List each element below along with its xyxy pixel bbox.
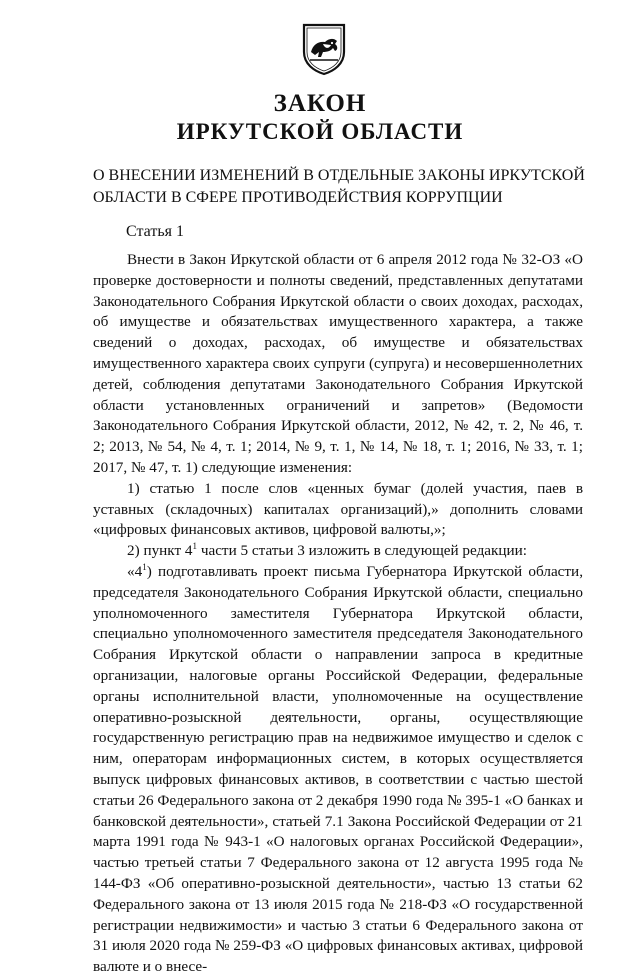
amendment-item-2: 2) пункт $4^1$ части 5 статьи 3 изложить в следующей редакции: <box>127 541 528 560</box>
coat-of-arms-icon <box>301 22 347 76</box>
amended-text-quote: «$4^1$) подготавливать проект письма Губернатора Иркутской области, председателя Законодательного Собрания Иркутской области, специально уполномоченного заместителя Губернатора Иркутской области, специально уполномоченного заместителя председателя Законодательного Собрания Иркутской области о направлении запроса в кредитные организации, налоговые органы Российской Федерации, федеральные органы исполнительной власти, уполномоченные на осуществление оперативно-розыскной деятельности, органы, осуществляющие государственную регистрацию прав на недвижимое имущество и сделок с ним, операторам информационных систем, в которых осуществляется выпуск цифровых финансовых активов, в соответствии с частью шестой статьи 26 Федерального закона от 2 декабря 1990 года № 395-1 «О банках и банковской деятельности», статьей 7.1 Закона Российской Федерации от 21 марта 1991 года № 943-1 «О налоговых органах Российской Федерации», частью третьей статьи 7 Федерального закона от 12 августа 1995 года № 144-ФЗ «Об оперативно-розыскной деятельности», частью 13 статьи 62 Федерального закона от 13 июля 2015 года № 218-ФЗ «О государственной регистрации недвижимости» и частью 3 статьи 6 Федерального закона от 31 июля 2020 года № 259-ФЗ «О цифровых финансовых активах, цифровой валюте и о внесе- <box>93 561 583 976</box>
law-title: ЗАКОН <box>273 90 367 117</box>
article-intro-paragraph: Внести в Закон Иркутской области от 6 апреля 2012 года № 32-ОЗ «О проверке достоверности и полноты сведений, представленных депутатами Законодательного Собрания Иркутской области о своих доходах, расходах, об имуществе и обязательствах имущественного характера, а также сведений о доходах, расходах, об имуществе и обязательствах имущественного характера своих супруги (супруга) и несовершеннолетних детей, соблюдения депутатами Законодательного Собрания Иркутской области установленных ограничений и запретов» (Ведомости Законодательного Собрания Иркутской области, 2012, № 42, т. 2, № 46, т. 2; 2013, № 54, № 4, т. 1; 2014, № 9, т. 1, № 14, № 18, т. 1; 2016, № 33, т. 1; 2017, № 47, т. 1) следующие изменения: <box>93 251 583 476</box>
amendment-item-1: 1) статью 1 после слов «ценных бумаг (долей участия, паев в уставных (складочных) капиталах организаций),» дополнить словами «цифровых финансовых активов, цифровой валюты,»; <box>93 479 583 539</box>
article-body <box>93 250 583 978</box>
region-title: ИРКУТСКОЙ ОБЛАСТИ <box>176 119 464 144</box>
law-subject-heading: О ВНЕСЕНИИ ИЗМЕНЕНИЙ В ОТДЕЛЬНЫЕ ЗАКОНЫ ИРКУТСКОЙ ОБЛАСТИ В СФЕРЕ ПРОТИВОДЕЙСТВИЯ КОРРУПЦИИ <box>93 167 585 206</box>
article-heading: Статья 1 <box>126 223 184 240</box>
